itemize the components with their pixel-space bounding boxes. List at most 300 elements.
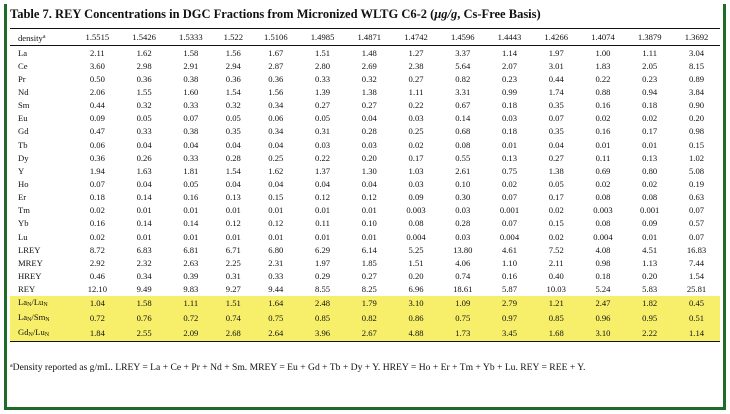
table-cell: 2.63 <box>183 257 199 268</box>
table-cell: 0.33 <box>268 270 284 281</box>
table-cell: 0.08 <box>642 192 658 203</box>
table-cell: 0.80 <box>642 165 658 176</box>
table-cell: 1.14 <box>501 47 518 58</box>
table-row <box>10 138 720 151</box>
table-cell: 0.01 <box>183 205 199 216</box>
table-cell: 0.31 <box>315 126 331 137</box>
table-cell: 0.03 <box>455 205 471 216</box>
table-cell: 0.02 <box>548 231 564 242</box>
table-cell: 0.36 <box>136 73 152 84</box>
table-cell: 2.38 <box>408 60 424 71</box>
table-cell: 0.07 <box>689 231 705 242</box>
density-header: 1.5106 <box>264 32 288 42</box>
table-cell: 1.62 <box>268 165 284 176</box>
table-cell: 0.07 <box>689 205 705 216</box>
table-cell: 0.16 <box>89 218 105 229</box>
table-cell: 0.26 <box>136 152 152 163</box>
table-cell: 0.32 <box>136 100 152 111</box>
table-cell: 0.004 <box>593 231 613 242</box>
table-cell: 0.76 <box>121 311 168 326</box>
table-cell: 25.81 <box>686 284 707 295</box>
table-cell: 1.64 <box>252 296 299 311</box>
table-cell: 3.84 <box>689 86 705 97</box>
table-cell: 0.95 <box>626 311 673 326</box>
table-cell: 0.44 <box>89 100 105 111</box>
table-row <box>10 256 720 269</box>
table-cell: 2.11 <box>548 257 564 268</box>
table-cell: 1.73 <box>439 326 486 342</box>
density-header: 1.5333 <box>179 32 203 42</box>
header-label-text: density <box>18 32 43 43</box>
table-cell: 1.14 <box>673 326 720 342</box>
table-cell: 0.72 <box>167 311 214 326</box>
table-cell: 1.84 <box>74 326 121 342</box>
row-label: REY <box>18 284 36 295</box>
table-cell: 0.001 <box>499 205 520 216</box>
row-label: Gd <box>18 126 29 137</box>
table-cell: 8.15 <box>689 60 705 71</box>
table-cell: 0.82 <box>455 73 471 84</box>
table-cell: 0.02 <box>642 178 658 189</box>
table-cell: 0.67 <box>455 100 471 111</box>
footnote-marker: a <box>42 33 46 40</box>
table-cell: 0.69 <box>595 165 611 176</box>
table-cell: 2.48 <box>299 296 346 311</box>
table-cell: 3.31 <box>455 86 471 97</box>
ratio-numerator: La <box>18 296 28 307</box>
table-cell: 0.98 <box>689 126 705 137</box>
table-cell: 0.02 <box>89 231 105 242</box>
table-cell: 1.97 <box>315 257 331 268</box>
table-cell: 0.18 <box>501 100 518 111</box>
table-cell: 4.88 <box>393 326 440 342</box>
table-cell: 0.05 <box>315 113 331 124</box>
table-cell: 2.80 <box>315 60 331 71</box>
table-cell: 1.60 <box>183 86 199 97</box>
row-label: Tb <box>18 139 28 150</box>
table-cell: 0.01 <box>361 205 377 216</box>
table-cell: 5.83 <box>642 284 658 295</box>
table-cell: 3.37 <box>455 47 471 58</box>
table-cell: 1.51 <box>315 47 331 58</box>
row-label: Dy <box>18 152 29 163</box>
table-cell: 2.32 <box>136 257 152 268</box>
table-cell: 0.05 <box>136 113 152 124</box>
table-cell: 0.03 <box>315 139 331 150</box>
table-cell: 0.22 <box>408 100 424 111</box>
table-cell: 0.001 <box>640 205 660 216</box>
table-cell: 0.35 <box>548 126 564 137</box>
table-row <box>10 59 720 72</box>
table-cell: 1.56 <box>225 47 241 58</box>
density-header: 1.4596 <box>450 32 475 42</box>
table-cell: 0.32 <box>225 100 241 111</box>
table-cell: 0.35 <box>225 126 241 137</box>
table-cell: 9.83 <box>183 284 199 295</box>
table-cell: 2.98 <box>136 60 152 71</box>
table-cell: 3.45 <box>486 326 533 342</box>
table-cell: 0.28 <box>455 218 471 229</box>
table-cell: 2.68 <box>214 326 252 342</box>
table-cell: 0.88 <box>595 86 611 97</box>
table-row <box>10 191 720 204</box>
table-cell: 0.01 <box>225 205 241 216</box>
table-cell: 1.79 <box>346 296 393 311</box>
table-cell: 4.51 <box>642 244 658 255</box>
table-cell: 0.85 <box>533 311 580 326</box>
table-cell: 0.18 <box>642 100 658 111</box>
table-cell: 0.74 <box>214 311 252 326</box>
table-row <box>10 283 720 296</box>
table-cell: 1.21 <box>533 296 580 311</box>
density-header: 1.4443 <box>497 32 522 42</box>
table-cell: 1.85 <box>361 257 377 268</box>
table-cell: 0.01 <box>136 205 152 216</box>
table-cell: 5.08 <box>689 165 705 176</box>
table-cell: 9.44 <box>268 284 284 295</box>
table-cell: 2.07 <box>501 60 518 71</box>
ratio-numerator: La <box>18 311 28 322</box>
table-cell: 0.07 <box>548 113 564 124</box>
table-cell: 1.03 <box>408 165 424 176</box>
table-cell: 0.16 <box>501 270 518 281</box>
footnote-text: Density reported as g/mL. LREY = La + Ce + Pr + Nd + Sm. MREY = Eu + Gd + Tb + Dy + Y. HREY = Ho + Er + Tm + Yb + Lu. REY = REE + Y. <box>12 362 586 373</box>
table-cell: 0.17 <box>408 152 424 163</box>
table-cell: 0.05 <box>548 178 564 189</box>
table-cell: 0.22 <box>595 73 611 84</box>
table-cell: 1.94 <box>89 165 105 176</box>
table-cell: 16.83 <box>686 244 707 255</box>
table-cell: 2.22 <box>626 326 673 342</box>
table-cell: 3.04 <box>689 47 705 58</box>
table-cell: 0.99 <box>501 86 518 97</box>
table-cell: 0.27 <box>408 73 424 84</box>
table-cell: 4.06 <box>455 257 471 268</box>
table-cell: 0.11 <box>595 152 611 163</box>
table-cell: 1.09 <box>439 296 486 311</box>
table-cell: 0.34 <box>268 126 284 137</box>
ratio-denominator-sub: N <box>45 316 50 323</box>
table-cell: 0.15 <box>548 218 564 229</box>
table-row <box>10 151 720 164</box>
row-label: Eu <box>18 113 28 124</box>
table-cell: 0.98 <box>595 257 611 268</box>
table-cell: 3.96 <box>299 326 346 342</box>
table-cell: 6.80 <box>268 244 284 255</box>
table-cell: 1.74 <box>548 86 564 97</box>
table-cell: 0.02 <box>595 113 611 124</box>
table-cell: 0.07 <box>501 218 518 229</box>
footnote-marker: a <box>10 363 13 369</box>
table-cell: 2.09 <box>167 326 214 342</box>
table-row <box>10 46 720 60</box>
table-cell: 6.96 <box>408 284 424 295</box>
table-cell: 1.58 <box>183 47 199 58</box>
table-cell: 0.36 <box>268 73 284 84</box>
table-cell: 0.13 <box>501 152 518 163</box>
table-cell: 0.75 <box>252 311 299 326</box>
table-cell: 1.83 <box>595 60 611 71</box>
table-cell: 5.64 <box>455 60 471 71</box>
table-cell: 7.44 <box>689 257 705 268</box>
table-cell: 0.07 <box>501 192 518 203</box>
table-cell: 0.14 <box>136 218 152 229</box>
ratio-denominator-sub: N <box>43 301 48 308</box>
table-cell: 0.20 <box>689 113 705 124</box>
table-cell: 1.54 <box>225 165 241 176</box>
row-label: Yb <box>18 218 29 229</box>
table-cell: 0.50 <box>89 73 105 84</box>
table-cell: 0.72 <box>74 311 121 326</box>
table-cell: 0.27 <box>315 100 331 111</box>
table-cell: 0.01 <box>268 205 284 216</box>
table-cell: 0.74 <box>455 270 471 281</box>
ratio-numerator-sub: N <box>27 316 32 323</box>
density-header: 1.3692 <box>684 32 709 42</box>
density-header: 1.4074 <box>591 32 615 42</box>
row-label: Lu <box>18 231 28 242</box>
header-label <box>10 29 74 46</box>
table-cell: 2.06 <box>89 86 105 97</box>
table-cell: 6.81 <box>183 244 199 255</box>
table-cell: 9.49 <box>136 284 152 295</box>
row-label: Y <box>18 165 25 176</box>
table-cell: 2.67 <box>346 326 393 342</box>
table-cell: 0.04 <box>548 139 564 150</box>
table-row <box>10 177 720 190</box>
table-cell: 0.01 <box>642 139 658 150</box>
row-label: Tm <box>18 205 30 216</box>
table-cell: 0.38 <box>183 73 199 84</box>
table-body <box>10 46 720 342</box>
table-cell: 0.57 <box>689 218 705 229</box>
table-cell: 2.79 <box>486 296 533 311</box>
table-cell: 0.04 <box>183 139 199 150</box>
table-cell: 5.87 <box>501 284 518 295</box>
table-cell: 1.00 <box>595 47 611 58</box>
table-cell: 1.51 <box>214 296 252 311</box>
table-cell: 1.38 <box>361 86 377 97</box>
row-label: Pr <box>18 73 26 84</box>
table-cell: 3.60 <box>89 60 105 71</box>
table-cell: 0.02 <box>501 178 518 189</box>
table-cell: 0.89 <box>689 73 705 84</box>
table-cell: 1.58 <box>121 296 168 311</box>
table-footnote <box>10 360 716 374</box>
table-cell: 0.34 <box>268 100 284 111</box>
table-cell: 0.09 <box>642 218 658 229</box>
table-cell: 1.13 <box>642 257 658 268</box>
table-cell: 0.17 <box>642 126 658 137</box>
table-cell: 0.08 <box>408 218 424 229</box>
table-cell: 0.07 <box>89 178 105 189</box>
table-cell: 0.004 <box>499 231 520 242</box>
table-cell: 0.01 <box>501 139 518 150</box>
table-cell: 0.003 <box>406 205 426 216</box>
table-cell: 18.61 <box>453 284 473 295</box>
table-row <box>10 112 720 125</box>
table-cell: 12.10 <box>87 284 108 295</box>
density-header: 1.4985 <box>310 32 335 42</box>
table-cell: 1.62 <box>136 47 152 58</box>
table-cell: 0.03 <box>361 139 377 150</box>
table-cell: 0.12 <box>361 192 377 203</box>
ratio-label: LaN/SmN <box>10 311 74 326</box>
density-header: 1.5515 <box>85 32 110 42</box>
table-cell: 0.04 <box>136 139 152 150</box>
table-cell: 0.03 <box>408 113 424 124</box>
density-header: 1.4266 <box>544 32 569 42</box>
table-cell: 0.33 <box>136 126 152 137</box>
table-cell: 0.003 <box>593 205 613 216</box>
table-cell: 2.69 <box>361 60 377 71</box>
table-cell: 0.01 <box>225 231 241 242</box>
table-cell: 1.11 <box>167 296 214 311</box>
table-cell: 0.12 <box>268 218 284 229</box>
row-label: Nd <box>18 86 29 97</box>
table-cell: 0.08 <box>595 218 611 229</box>
table-cell: 13.80 <box>453 244 473 255</box>
density-header: 1.5426 <box>132 32 156 42</box>
table-cell: 0.20 <box>408 270 424 281</box>
table-cell: 1.11 <box>642 47 658 58</box>
table-cell: 0.04 <box>361 178 377 189</box>
table-row <box>10 269 720 282</box>
table-cell: 0.36 <box>89 152 105 163</box>
rey-table <box>10 28 720 342</box>
table-cell: 8.25 <box>361 284 377 295</box>
table-cell: 5.25 <box>408 244 424 255</box>
table-cell: 0.28 <box>225 152 241 163</box>
table-cell: 0.27 <box>361 270 377 281</box>
table-cell: 0.03 <box>501 113 518 124</box>
table-cell: 0.75 <box>439 311 486 326</box>
table-cell: 8.55 <box>315 284 331 295</box>
table-cell: 0.01 <box>315 205 331 216</box>
table-cell: 0.51 <box>673 311 720 326</box>
table-cell: 8.72 <box>89 244 105 255</box>
row-label: LREY <box>18 244 41 255</box>
table-cell: 2.05 <box>642 60 658 71</box>
table-cell: 0.13 <box>225 192 241 203</box>
table-cell: 0.94 <box>642 86 658 97</box>
table-cell: 0.35 <box>548 100 564 111</box>
table-cell: 2.25 <box>225 257 241 268</box>
table-cell: 2.94 <box>225 60 241 71</box>
table-cell: 0.04 <box>361 113 377 124</box>
table-cell: 0.06 <box>268 113 284 124</box>
table-cell: 3.10 <box>580 326 627 342</box>
table-cell: 10.03 <box>546 284 566 295</box>
ratio-numerator-sub: N <box>27 301 32 308</box>
table-cell: 0.16 <box>595 100 611 111</box>
table-cell: 1.37 <box>315 165 331 176</box>
ratio-denominator: Lu <box>35 326 45 337</box>
table-row <box>10 125 720 138</box>
table-cell: 0.01 <box>595 139 611 150</box>
table-cell: 4.61 <box>501 244 518 255</box>
table-cell: 0.85 <box>299 311 346 326</box>
table-cell: 0.01 <box>361 231 377 242</box>
table-cell: 0.04 <box>225 139 241 150</box>
table-cell: 0.08 <box>595 192 611 203</box>
row-label: La <box>18 47 28 58</box>
table-cell: 0.23 <box>501 73 518 84</box>
ratio-label: GdN/LuN <box>10 326 74 342</box>
table-cell: 0.04 <box>225 178 241 189</box>
table-cell: 0.01 <box>183 231 199 242</box>
table-cell: 0.08 <box>455 139 471 150</box>
table-cell: 0.19 <box>689 178 705 189</box>
table-cell: 0.12 <box>315 192 331 203</box>
table-cell: 0.14 <box>455 113 471 124</box>
table-cell: 0.05 <box>183 178 199 189</box>
table-cell: 2.55 <box>121 326 168 342</box>
table-cell: 2.61 <box>455 165 471 176</box>
row-label: HREY <box>18 270 42 281</box>
table-cell: 0.96 <box>580 311 627 326</box>
table-cell: 0.15 <box>689 139 705 150</box>
table-cell: 0.33 <box>183 152 199 163</box>
density-header: 1.522 <box>223 32 243 42</box>
table-cell: 0.18 <box>595 270 611 281</box>
table-cell: 0.75 <box>501 165 518 176</box>
table-cell: 0.02 <box>408 139 424 150</box>
table-cell: 0.03 <box>408 178 424 189</box>
table-cell: 2.64 <box>252 326 299 342</box>
table-cell: 0.25 <box>408 126 424 137</box>
table-cell: 0.18 <box>501 126 518 137</box>
table-cell: 0.12 <box>225 218 241 229</box>
header-row <box>10 29 720 46</box>
table-cell: 0.09 <box>89 113 105 124</box>
row-label: Ho <box>18 178 29 189</box>
table-cell: 0.45 <box>673 296 720 311</box>
table-cell: 0.23 <box>642 73 658 84</box>
table-cell: 0.46 <box>89 270 105 281</box>
table-cell: 1.48 <box>361 47 377 58</box>
table-cell: 0.20 <box>361 152 377 163</box>
row-label: Sm <box>18 100 30 111</box>
table-cell: 0.27 <box>361 100 377 111</box>
table-cell: 0.03 <box>455 231 471 242</box>
table-cell: 0.02 <box>89 205 105 216</box>
ratio-row <box>10 326 720 342</box>
table-cell: 0.63 <box>689 192 705 203</box>
table-cell: 4.08 <box>595 244 611 255</box>
table-cell: 0.20 <box>642 270 658 281</box>
table-cell: 0.55 <box>455 152 471 163</box>
table-cell: 0.33 <box>315 73 331 84</box>
table-cell: 3.10 <box>393 296 440 311</box>
table-cell: 1.10 <box>501 257 518 268</box>
table-row <box>10 243 720 256</box>
table-row <box>10 85 720 98</box>
table-cell: 2.11 <box>90 47 105 58</box>
table-cell: 0.16 <box>183 192 199 203</box>
table-cell: 0.31 <box>225 270 241 281</box>
density-header: 1.4871 <box>357 32 382 42</box>
table-cell: 1.68 <box>533 326 580 342</box>
row-label: MREY <box>18 257 43 268</box>
table-cell: 1.39 <box>315 86 331 97</box>
table-cell: 0.33 <box>183 100 199 111</box>
table-cell: 0.04 <box>315 178 331 189</box>
table-cell: 0.14 <box>136 192 152 203</box>
table-cell: 0.40 <box>548 270 564 281</box>
table-cell: 0.09 <box>408 192 424 203</box>
table-cell: 7.52 <box>548 244 564 255</box>
